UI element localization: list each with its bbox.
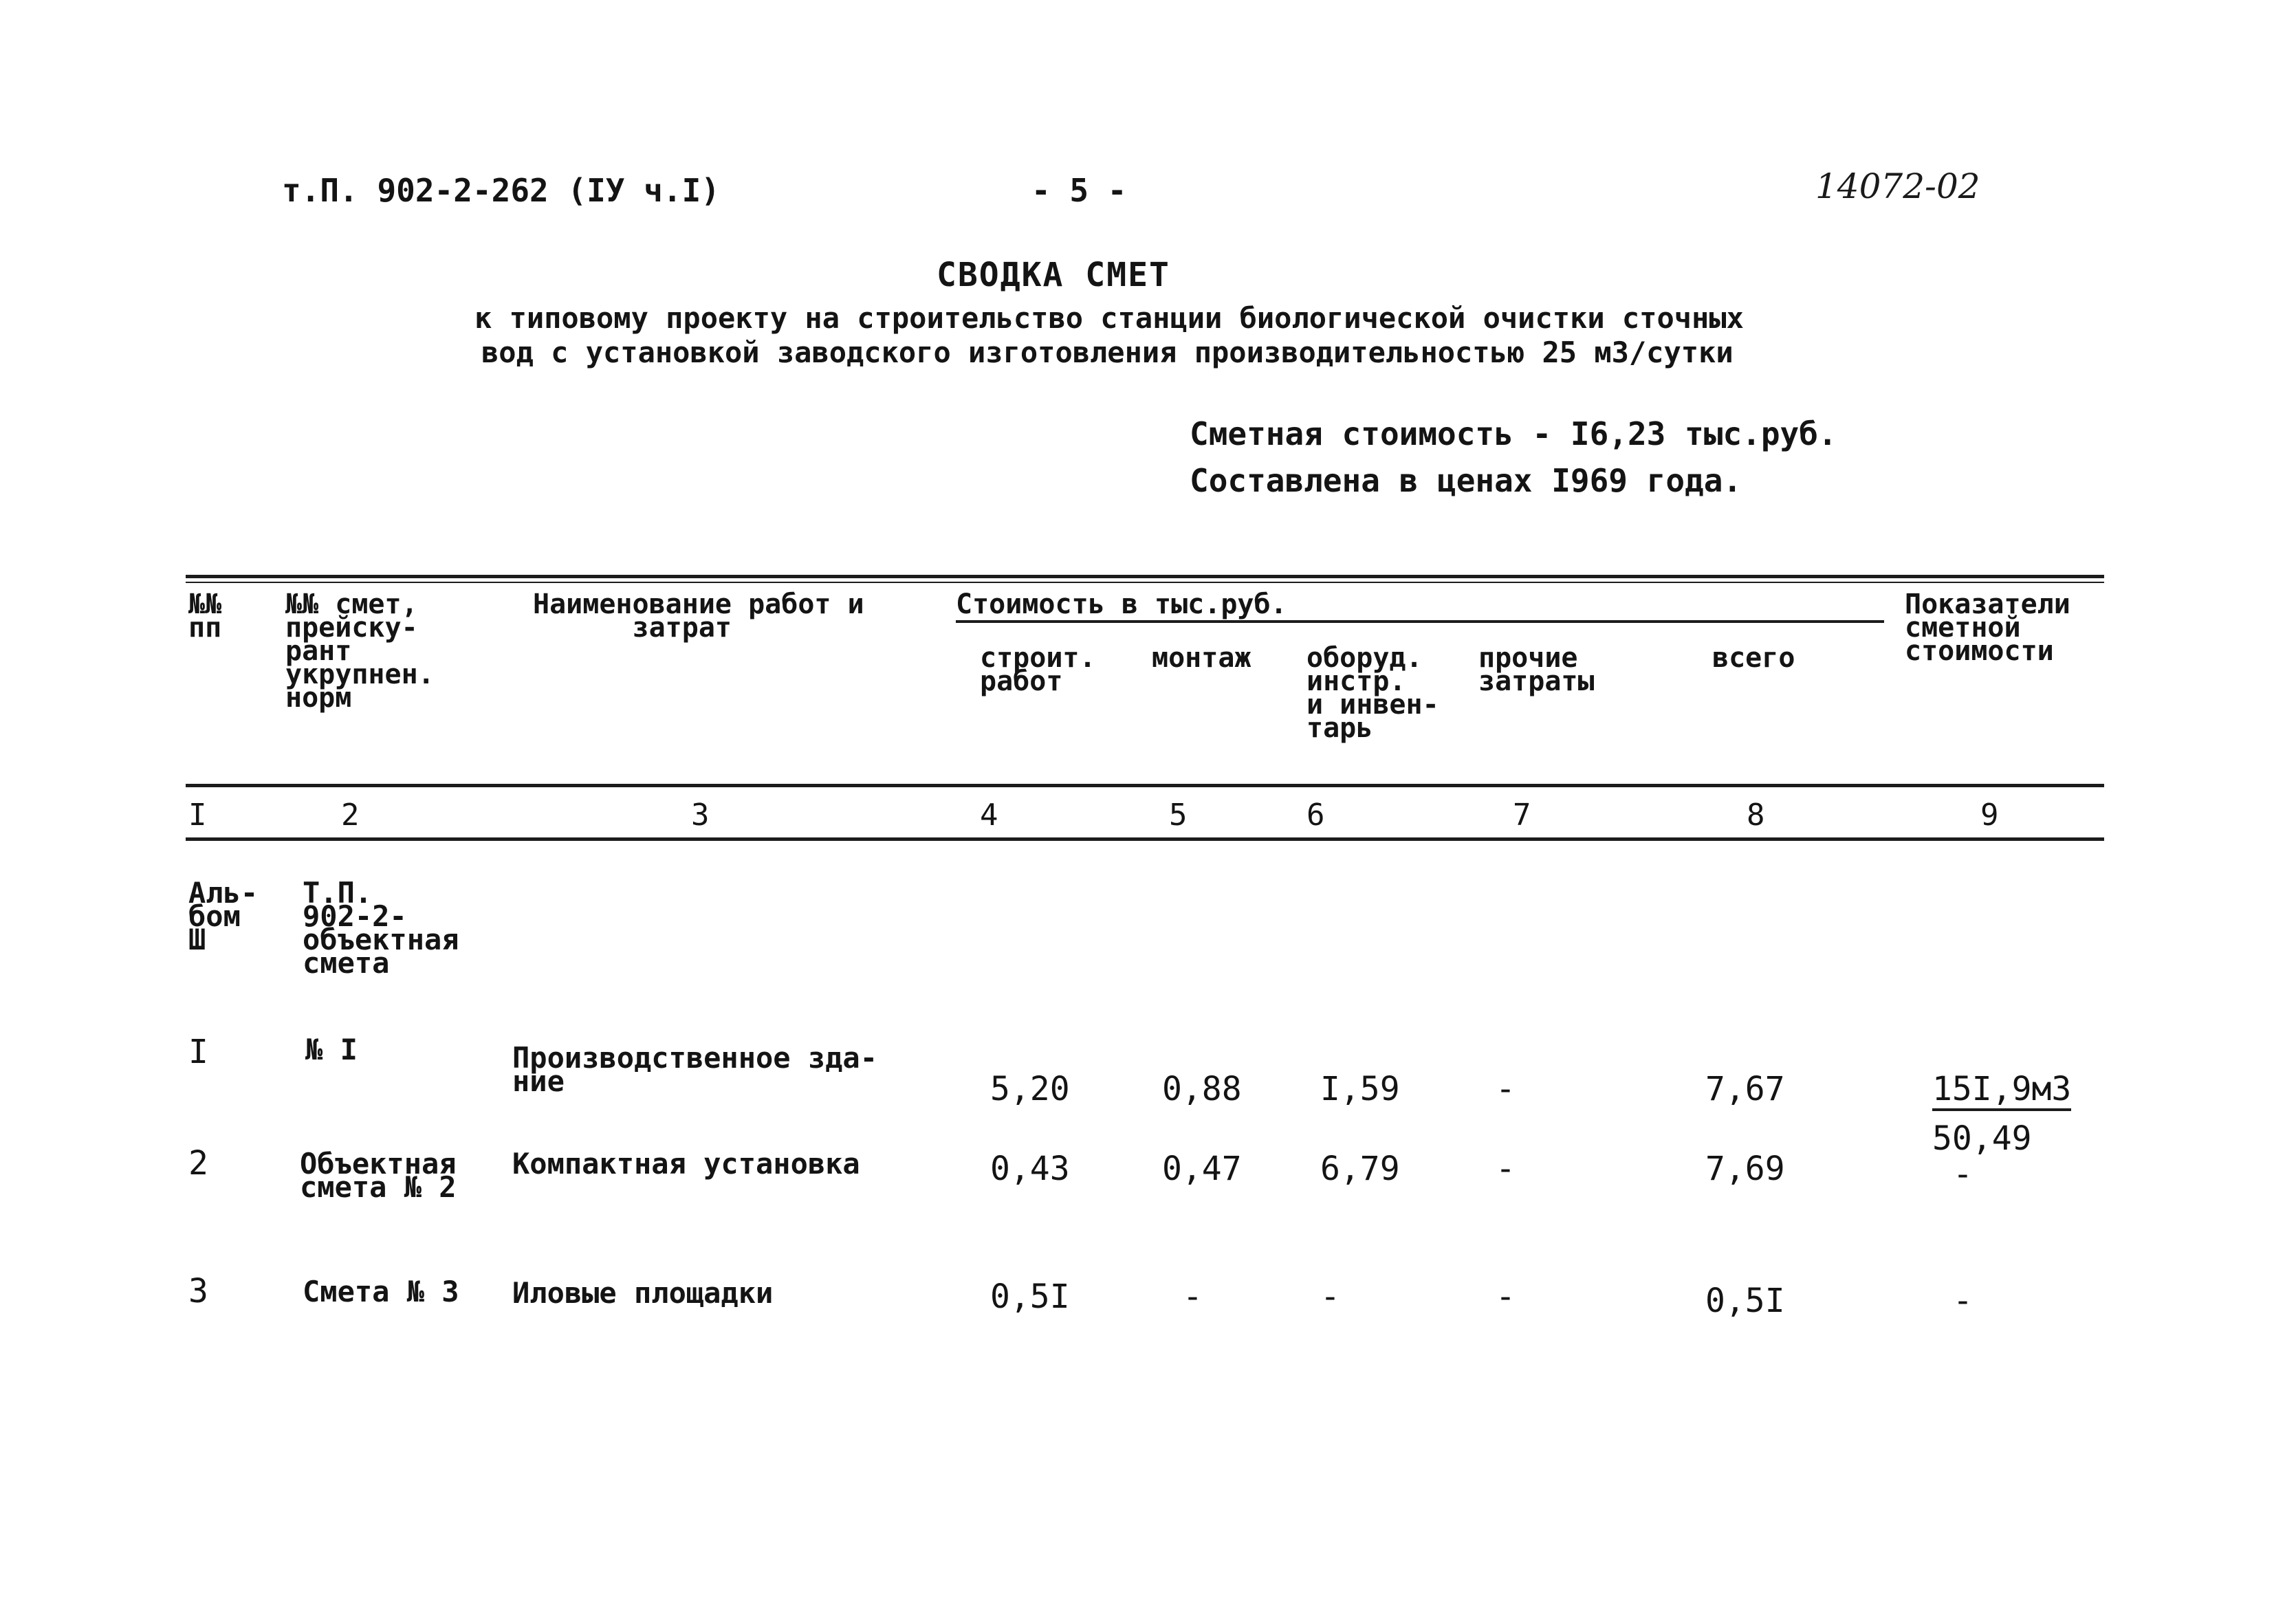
row-3-number: 3 xyxy=(188,1272,208,1310)
row-2-construction: 0,43 xyxy=(990,1150,1070,1188)
column-number-7: 7 xyxy=(1513,798,1531,833)
row-3-name: Иловые площадки xyxy=(512,1276,774,1310)
row-3-equipment: - xyxy=(1320,1277,1340,1316)
column-numbers-rule xyxy=(186,837,2104,841)
row-2-indicator: - xyxy=(1953,1155,1973,1194)
column-number-9: 9 xyxy=(1980,798,1999,833)
header-cost-indicators: Показатели сметной стоимости xyxy=(1905,589,2070,667)
column-number-3: 3 xyxy=(691,798,710,833)
header-bottom-rule xyxy=(186,784,2104,787)
row-3-total: 0,5I xyxy=(1705,1282,1785,1320)
row-1-construction: 5,20 xyxy=(990,1070,1070,1108)
row-1-installation: 0,88 xyxy=(1162,1070,1242,1108)
archive-code: 14072-02 xyxy=(1815,166,1980,206)
row-1-total: 7,67 xyxy=(1705,1070,1785,1108)
row-3-estimate: Смета № 3 xyxy=(303,1275,459,1308)
price-basis: Составлена в ценах I969 года. xyxy=(1190,462,1742,499)
section-object-estimate: Т.П. 902-2- объектная смета xyxy=(303,876,459,980)
column-number-1: I xyxy=(188,798,207,833)
row-1-indicator-volume: 15I,9м3 xyxy=(1932,1070,2071,1111)
row-2-installation: 0,47 xyxy=(1162,1150,1242,1188)
page-number: - 5 - xyxy=(1031,172,1127,209)
header-estimate-number: №№ смет, прейску- рант укрупнен. норм xyxy=(285,589,435,714)
row-1-name: Производственное зда- ние xyxy=(512,1041,878,1098)
column-number-8: 8 xyxy=(1747,798,1765,833)
estimated-cost: Сметная стоимость - I6,23 тыс.руб. xyxy=(1190,415,1837,452)
row-2-equipment: 6,79 xyxy=(1320,1150,1400,1188)
row-1-estimate: № I xyxy=(305,1033,358,1066)
row-1-equipment: I,59 xyxy=(1320,1070,1400,1108)
table-top-rule xyxy=(186,575,2104,578)
row-1-indicator-value: 50,49 xyxy=(1932,1119,2032,1158)
row-3-installation: - xyxy=(1183,1277,1203,1316)
section-album-label: Аль- бом Ш xyxy=(188,876,259,956)
column-number-5: 5 xyxy=(1169,798,1188,833)
header-work-name: Наименование работ и затрат xyxy=(533,589,864,644)
row-2-total: 7,69 xyxy=(1705,1150,1785,1188)
table-top-rule-thin xyxy=(186,582,2104,583)
header-installation: монтаж xyxy=(1152,642,1251,674)
column-number-2: 2 xyxy=(341,798,360,833)
row-3-indicator: - xyxy=(1953,1282,1973,1320)
row-3-construction: 0,5I xyxy=(990,1277,1070,1316)
row-1-number: I xyxy=(188,1033,208,1071)
header-row-number: №№ пп xyxy=(188,589,222,644)
row-2-number: 2 xyxy=(188,1144,208,1183)
document-title: СВОДКА СМЕТ xyxy=(937,256,1170,294)
header-cost-group: Стоимость в тыс.руб. xyxy=(956,593,1884,623)
row-2-other: - xyxy=(1496,1150,1516,1188)
row-1-other: - xyxy=(1496,1070,1516,1108)
row-2-estimate: Объектная смета № 2 xyxy=(300,1147,457,1204)
document-code: т.П. 902-2-262 (IУ ч.I) xyxy=(282,172,720,209)
header-construction: строит. работ xyxy=(980,642,1096,697)
header-equipment: оборуд. инстр. и инвен- тарь xyxy=(1307,642,1439,744)
row-2-name: Компактная установка xyxy=(512,1147,860,1181)
subtitle-line-1: к типовому проекту на строительство станции биологической очистки сточных xyxy=(474,301,1744,335)
subtitle-line-2: вод с установкой заводского изготовления производительностью 25 м3/сутки xyxy=(481,336,1734,369)
column-number-6: 6 xyxy=(1307,798,1325,833)
header-total: всего xyxy=(1712,642,1795,674)
column-number-4: 4 xyxy=(980,798,998,833)
header-other-costs: прочие затраты xyxy=(1478,642,1595,697)
row-3-other: - xyxy=(1496,1277,1516,1316)
